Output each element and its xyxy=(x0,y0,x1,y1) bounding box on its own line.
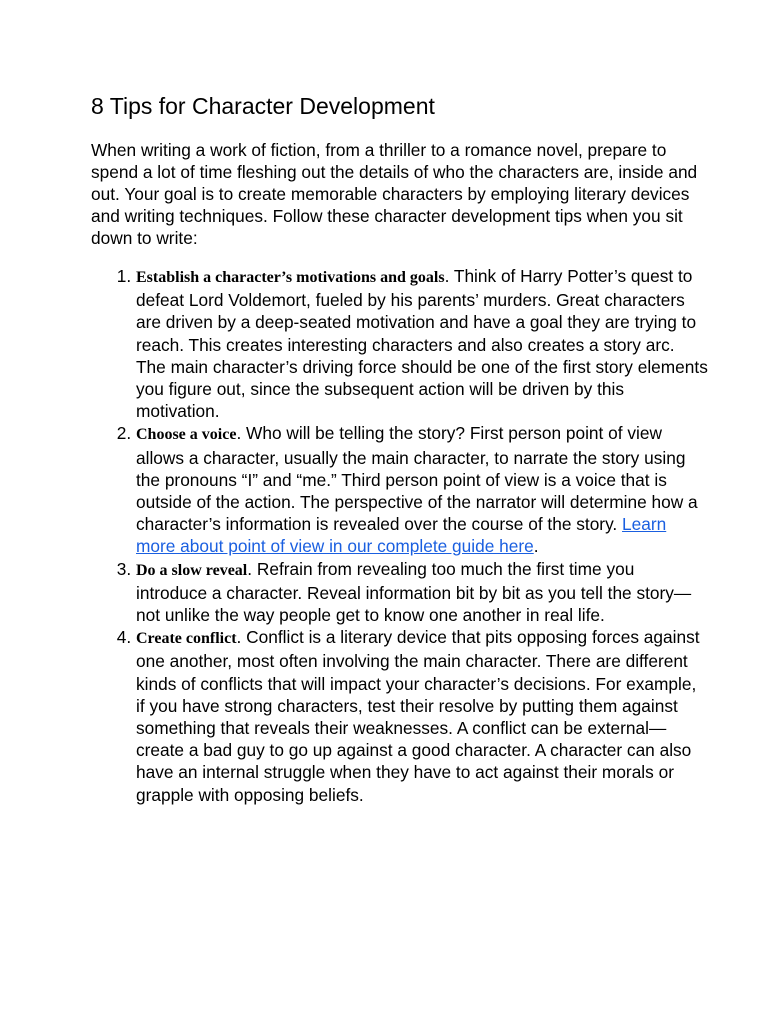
tip-body-end: . xyxy=(533,536,539,557)
tip-body: . Who will be telling the story? First person point of view allows a character, usually the main character, to narrate the story using the pronouns “I” and “me.” Third person point of view is a voice that is outside of the action. The perspective of the narrator will determine how a character’s information is revealed over the course of the story. xyxy=(136,423,698,535)
tip-heading: Establish a character’s motivations and goals xyxy=(136,269,445,286)
list-item xyxy=(136,422,708,557)
tip-body: . Think of Harry Potter’s quest to defeat Lord Voldemort, fueled by his parents’ murders. Great characters are driven by a deep-seated motivation and have a goal they are trying to reach. This creates interesting characters and also creates a story arc. The main character’s driving force should be one of the first story elements you figure out, since the subsequent action will be driven by this motivation. xyxy=(136,266,708,422)
tip-body: . Refrain from revealing too much the first time you introduce a character. Reveal information bit by bit as you tell the story—not unlike the way people get to know one another in real life. xyxy=(136,558,692,626)
point-of-view-guide-link[interactable]: Learn more about point of view in our complete guide here xyxy=(136,514,667,557)
list-item xyxy=(136,265,708,422)
list-item xyxy=(136,626,708,806)
tip-heading: Do a slow reveal xyxy=(136,561,248,579)
document-title: 8 Tips for Character Development xyxy=(91,93,435,119)
tip-heading: Create conflict xyxy=(136,630,237,648)
intro-paragraph: When writing a work of fiction, from a thriller to a romance novel, prepare to spend a lot of time fleshing out the details of who the characters are, inside and out. Your goal is to create memorable characters by employing literary devices and writing techniques. Follow these character development tips when you sit down to write: xyxy=(91,140,698,248)
list-item xyxy=(136,558,708,627)
tip-body: . Conflict is a literary device that pits opposing forces against one another, most often involving the main character. There are different kinds of conflicts that will impact your character’s decisions. For example, if you have strong characters, test their resolve by putting them against something that reveals their weaknesses. A conflict can be external—create a bad guy to go up against a good character. A character can also have an internal struggle when they have to act against their morals or grapple with opposing beliefs. xyxy=(136,627,700,805)
tip-heading: Choose a voice xyxy=(136,426,237,444)
tips-list xyxy=(91,265,708,806)
